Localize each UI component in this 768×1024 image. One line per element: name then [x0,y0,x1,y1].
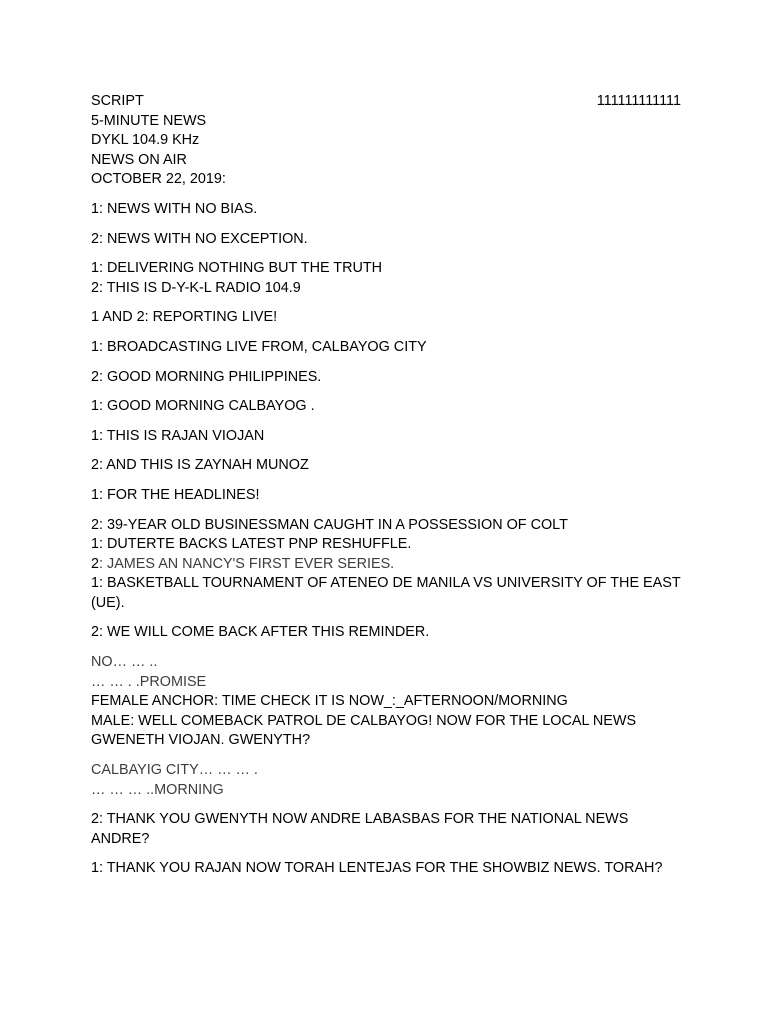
reminder-line: … … . .PROMISE [91,673,207,690]
header-row [91,92,681,112]
script-line: 2: THANK YOU GWENYTH NOW ANDRE LABASBAS FOR THE NATIONAL NEWS ANDRE? [91,811,629,847]
script-line: 1 AND 2: REPORTING LIVE! [91,309,278,326]
script-line: 1: DELIVERING NOTHING BUT THE TRUTH [91,260,383,277]
script-line: 1: GOOD MORNING CALBAYOG . [91,398,315,415]
headline-text: : JAMES AN NANCY'S FIRST EVER SERIES. [99,555,395,572]
script-number: 111111111111 [596,93,681,109]
script-line: 2: AND THIS IS ZAYNAH MUNOZ [91,457,309,474]
script-line: 2: GOOD MORNING PHILIPPINES. [91,368,322,385]
script-line: 1: FOR THE HEADLINES! [91,486,260,503]
script-line: 1: THIS IS RAJAN VIOJAN [91,427,265,444]
script-line: FEMALE ANCHOR: TIME CHECK IT IS NOW_:_AFTERNOON/MORNING [91,693,568,710]
script-line: 1: THANK YOU RAJAN NOW TORAH LENTEJAS FOR THE SHOWBIZ NEWS. TORAH? [91,860,663,877]
headline-line: 1: DUTERTE BACKS LATEST PNP RESHUFFLE. [91,536,412,553]
script-line: 1: BROADCASTING LIVE FROM, CALBAYOG CITY [91,338,427,355]
document-page [91,92,681,879]
script-line: 2: NEWS WITH NO EXCEPTION. [91,230,308,247]
headline-line: 1: BASKETBALL TOURNAMENT OF ATENEO DE MANILA VS UNIVERSITY OF THE EAST (UE). [91,575,681,611]
script-title: SCRIPT [91,93,144,109]
reminder-line: NO… … .. [91,654,158,671]
script-line: MALE: WELL COMEBACK PATROL DE CALBAYOG! NOW FOR THE LOCAL NEWS GWENETH VIOJAN. GWENYTH? [91,712,637,749]
speaker-number: 2 [91,555,100,572]
station-name: DYKL 104.9 KHz [91,132,200,149]
local-news-line: … … … ..MORNING [91,781,224,798]
script-line: 1: NEWS WITH NO BIAS. [91,200,258,217]
program-status: NEWS ON AIR [91,151,187,168]
script-line: 2: THIS IS D-Y-K-L RADIO 104.9 [91,279,301,296]
broadcast-date: OCTOBER 22, 2019: [91,171,226,188]
headline-line [91,555,681,575]
program-name: 5-MINUTE NEWS [91,112,207,129]
headline-line: 2: 39-YEAR OLD BUSINESSMAN CAUGHT IN A POSSESSION OF COLT [91,516,568,533]
local-news-line: CALBAYIG CITY… … … . [91,762,258,779]
script-line: 2: WE WILL COME BACK AFTER THIS REMINDER. [91,624,430,641]
